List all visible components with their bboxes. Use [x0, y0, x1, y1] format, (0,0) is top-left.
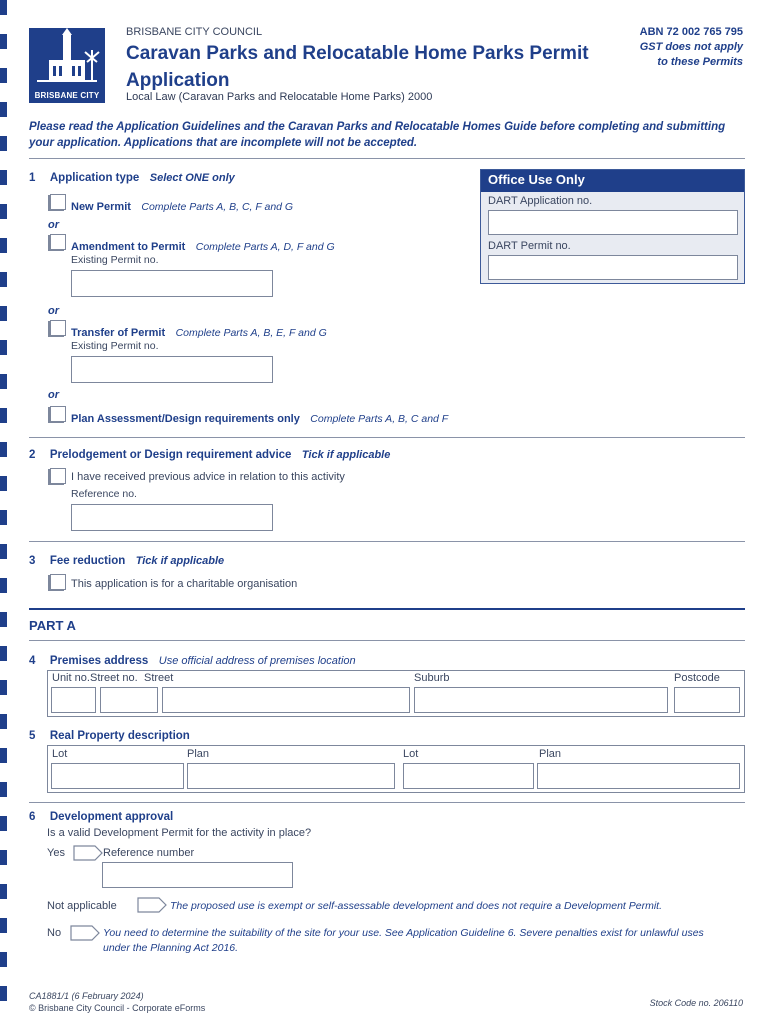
option-label: New Permit: [71, 201, 131, 213]
amendment-checkbox[interactable]: [50, 234, 66, 250]
or-label: or: [48, 305, 59, 317]
part-divider: [29, 608, 745, 610]
amendment-permit-input[interactable]: [71, 270, 273, 297]
section-title: Fee reduction: [49, 555, 126, 567]
not-applicable-arrow-checkbox[interactable]: [137, 897, 167, 913]
new-permit-option: [71, 197, 293, 215]
section-title: Application type: [49, 172, 140, 184]
lot-label: Lot: [52, 748, 68, 760]
divider: [29, 541, 745, 542]
property-group: [47, 745, 745, 793]
option-note: Complete Parts A, D, F and G: [195, 241, 335, 253]
copyright: © Brisbane City Council - Corporate eForms: [29, 1003, 206, 1013]
amendment-option: [71, 237, 335, 255]
plan-input[interactable]: [537, 763, 740, 789]
transfer-checkbox[interactable]: [50, 320, 66, 336]
charitable-checkbox[interactable]: [50, 574, 66, 590]
local-law: Local Law (Caravan Parks and Relocatable Home Parks) 2000: [126, 91, 433, 103]
section-note: Tick if applicable: [135, 555, 225, 567]
unit-input[interactable]: [51, 687, 96, 713]
divider: [29, 437, 745, 438]
option-note: Complete Parts A, B, C and F: [310, 413, 449, 425]
street-no-label: Street no.: [90, 672, 138, 684]
stock-code: Stock Code no. 206110: [649, 998, 743, 1008]
lot-input[interactable]: [403, 763, 534, 789]
option-note: Complete Parts A, B, E, F and G: [175, 327, 327, 339]
reference-input[interactable]: [71, 504, 273, 531]
section-3-heading: [29, 551, 224, 569]
amendment-permit-label: Existing Permit no.: [71, 254, 159, 266]
form-title: Caravan Parks and Relocatable Home Parks Permit Application: [126, 43, 589, 91]
section-5-heading: [29, 726, 190, 744]
postcode-input[interactable]: [674, 687, 740, 713]
suburb-label: Suburb: [414, 672, 450, 684]
section-1-heading: [29, 168, 235, 186]
yes-arrow-checkbox[interactable]: [73, 845, 103, 861]
option-label: Amendment to Permit: [71, 241, 186, 253]
dart-app-input[interactable]: [488, 210, 738, 235]
section-note: Use official address of premises location: [158, 655, 356, 667]
divider: [29, 802, 745, 803]
reference-number-input[interactable]: [102, 862, 293, 888]
street-input[interactable]: [162, 687, 410, 713]
no-arrow-checkbox[interactable]: [70, 925, 100, 941]
or-label: or: [48, 219, 59, 231]
or-label: or: [48, 389, 59, 401]
gst-line2: to these Permits: [657, 56, 743, 68]
option-note: Complete Parts A, B, C, F and G: [141, 201, 294, 213]
postcode-label: Postcode: [674, 672, 720, 684]
plan-label: Plan: [187, 748, 210, 760]
office-use-title: Office Use Only: [481, 170, 744, 192]
section-number: 3: [29, 555, 36, 567]
reference-number-label: Reference number: [103, 847, 195, 859]
dev-permit-question: Is a valid Development Permit for the activity in place?: [47, 827, 312, 839]
street-label: Street: [144, 672, 174, 684]
section-title: Development approval: [49, 811, 174, 823]
gst-line1: GST does not apply: [639, 41, 743, 53]
address-group: [47, 670, 745, 717]
form-code: CA1881/1 (6 February 2024): [29, 991, 144, 1001]
section-number: 1: [29, 172, 36, 184]
logo-text: BRISBANE CITY: [34, 91, 100, 100]
section-6-heading: [29, 807, 173, 825]
prior-advice-label: I have received previous advice in relation to this activity: [71, 471, 345, 483]
yes-label: Yes: [47, 847, 65, 859]
abn-number: ABN 72 002 765 795: [639, 26, 743, 38]
lot-input[interactable]: [51, 763, 184, 789]
street-no-input[interactable]: [100, 687, 158, 713]
council-name: BRISBANE CITY COUNCIL: [126, 26, 263, 38]
section-2-heading: [29, 445, 390, 463]
office-use-panel: [480, 169, 745, 284]
new-permit-checkbox[interactable]: [50, 194, 66, 210]
plan-label: Plan: [539, 748, 562, 760]
prior-advice-checkbox[interactable]: [50, 468, 66, 484]
option-label: Plan Assessment/Design requirements only: [71, 413, 300, 425]
suburb-input[interactable]: [414, 687, 668, 713]
section-number: 2: [29, 449, 36, 461]
dart-app-label: DART Application no.: [488, 195, 593, 207]
edge-marks: [0, 0, 8, 1024]
intro-text: Please read the Application Guidelines and the Caravan Parks and Relocatable Homes Guide before completing and submitting your application. Applications that are incomplete will not be accepted.: [29, 121, 726, 149]
transfer-permit-input[interactable]: [71, 356, 273, 383]
section-number: 6: [29, 811, 36, 823]
no-label: No: [47, 927, 62, 939]
abn-block: [640, 25, 743, 70]
section-number: 4: [29, 655, 36, 667]
section-note: Select ONE only: [149, 172, 235, 184]
section-note: Tick if applicable: [301, 449, 391, 461]
divider: [29, 640, 745, 641]
not-applicable-text: The proposed use is exempt or self-assessable development and does not require a Development Permit.: [170, 900, 663, 912]
footer-left: [29, 990, 205, 1014]
section-title: Prelodgement or Design requirement advice: [49, 449, 292, 461]
no-text: You need to determine the suitability of the site for your use. See Application Guideline 6. Severe penalties exist for unlawful uses under the Planning Act 2016.: [103, 927, 704, 954]
section-title: Premises address: [49, 655, 149, 667]
transfer-option: [71, 323, 327, 341]
city-hall-icon: [29, 28, 105, 90]
divider: [29, 158, 745, 159]
part-a-heading: PART A: [29, 618, 76, 633]
section-4-heading: [29, 651, 356, 669]
plan-assessment-checkbox[interactable]: [50, 406, 66, 422]
section-title: Real Property description: [49, 730, 190, 742]
dart-permit-label: DART Permit no.: [488, 240, 571, 252]
charitable-label: This application is for a charitable organisation: [71, 578, 298, 590]
lot-label: Lot: [403, 748, 419, 760]
dart-permit-input[interactable]: [488, 255, 738, 280]
brisbane-logo: [29, 28, 105, 103]
not-applicable-label: Not applicable: [47, 900, 117, 912]
plan-assessment-option: [71, 409, 448, 427]
option-label: Transfer of Permit: [71, 327, 166, 339]
unit-label: Unit no.: [52, 672, 90, 684]
transfer-permit-label: Existing Permit no.: [71, 340, 159, 352]
section-number: 5: [29, 730, 36, 742]
reference-label: Reference no.: [71, 488, 137, 500]
plan-input[interactable]: [187, 763, 395, 789]
